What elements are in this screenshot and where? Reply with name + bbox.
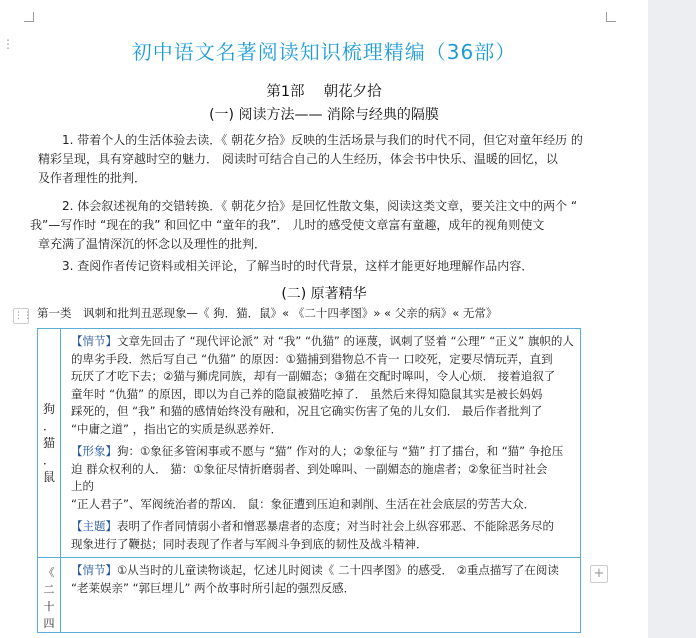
name-char: ．	[42, 452, 55, 467]
plot-tag: 【情节】	[71, 334, 117, 348]
paragraph-line: 我”—写作时 “现在的我” 和回忆中 “童年的我”． 儿时的感受使文章富有童趣，成年的视角则使文	[30, 218, 545, 232]
table-row	[38, 329, 581, 558]
excerpt-table	[37, 328, 581, 633]
paragraph-1	[38, 131, 618, 188]
plot-line: 的卑劣手段．然后写自己 “仇猫” 的原因：①猫捕到猎物总不肯一 口咬死，定要尽情玩弄，直到	[71, 351, 553, 366]
name-char: 二	[43, 583, 55, 596]
paragraph-line: 2. 体会叙述视角的交错转换．《 朝花夕拾》是回忆性散文集，阅读这类文章，要关注文中的两个 “	[62, 199, 578, 213]
image-line: 狗：①象征多管闲事或不愿与 “猫” 作对的人；②象征与 “猫” 打了擂台，和 “猫” 争抢压	[117, 444, 564, 458]
document-title: 初中语文名著阅读知识梳理精编（36部）	[131, 40, 517, 64]
paragraph-3	[38, 257, 618, 276]
work-name-cell	[38, 558, 61, 633]
name-char: 鼠	[42, 469, 55, 484]
paragraph-line: 精彩呈现，具有穿越时空的魅力． 阅读时可结合自己的人生经历，体会书中快乐、温暖的回忆，以	[38, 152, 558, 166]
page-corner-mark-top-right	[606, 12, 616, 22]
name-char: 十	[43, 600, 55, 613]
image-line: 上的	[71, 479, 94, 493]
name-char: ．	[42, 418, 55, 433]
image-tag: 【形象】	[71, 444, 117, 458]
plot-tag: 【情节】	[71, 563, 117, 577]
paragraph-line: 及作者理性的批判．	[38, 171, 147, 185]
paragraph-line: 1. 带着个人的生活体验去读．《 朝花夕拾》反映的生活场景与我们的时代不同，但它对童年经历 的	[62, 133, 583, 147]
name-char: 狗	[42, 401, 55, 416]
work-name-cell	[38, 329, 61, 558]
category-line: 第一类 讽刺和批判丑恶现象—《 狗．猫．鼠》« 《二十四孝图》» « 父亲的病》« 无常》	[37, 306, 498, 320]
plot-line: “中庸之道” ，指出它的实质是纵恶养奸．	[71, 421, 283, 436]
drag-handle-icon[interactable]: ⋮	[2, 37, 14, 51]
table-row	[38, 558, 581, 633]
theme-line: 现象进行了鞭挞；同时表现了作者与军阀斗争到底的韧性及战斗精神．	[71, 536, 428, 551]
name-char: 四	[43, 617, 55, 630]
plot-line: 玩厌了才吃下去；②猫与狮虎同族，却有一副媚态；③猫在交配时嗥叫，令人心烦． 接着追叙了	[71, 369, 556, 383]
paragraph-line: 章充满了温情深沉的怀念以及理性的批判．	[38, 237, 267, 251]
chapter-heading: 第1部 朝花夕拾	[266, 84, 382, 100]
image-line: 迫 群众权利的人． 猫：①象征尽情折磨弱者、到处嗥叫、一副媚态的施虐者；②象征当时社会	[71, 461, 548, 476]
image-line: “正人君子”、军阀统治者的帮凶． 鼠：象征遭到压迫和剥削、生活在社会底层的劳苦大众．	[71, 496, 536, 511]
image-block	[71, 443, 574, 513]
plot-line: ①从当时的儿童读物谈起，忆述儿时阅读《 二十四孝图》的感受． ②重点描写了在阅读	[117, 563, 559, 577]
paragraph-2	[30, 197, 618, 254]
plot-line: 文章先回击了 “现代评论派” 对 “我” “仇猫” 的诬蔑，讽刺了竖着 “公理” “正义” 旗帜的人	[117, 334, 574, 348]
add-row-button[interactable]: +	[590, 565, 608, 583]
theme-tag: 【主题】	[71, 519, 117, 533]
theme-block	[71, 518, 574, 553]
plot-line: 童年时 “仇猫” 的原因，即以为自己养的隐鼠被猫吃掉了． 虽然后来得知隐鼠其实是被长妈妈	[71, 386, 543, 401]
name-char: 《	[43, 566, 55, 579]
section-heading-reading-method: (一) 阅读方法—— 消除与经典的隔膜	[209, 107, 439, 123]
plot-block	[71, 562, 574, 597]
name-char: 猫	[42, 435, 55, 450]
right-sidebar	[648, 0, 696, 638]
page-corner-mark-top-left	[24, 12, 34, 22]
paragraph-line: 3. 查阅作者传记资料或相关评论，了解当时的时代背景，这样才能更好地理解作品内容．	[62, 259, 534, 273]
plot-block	[71, 333, 574, 438]
plot-line: “老莱娱亲” “郭巨埋儿” 两个故事时所引起的强烈反感．	[71, 580, 356, 595]
section-heading-excerpts: (二) 原著精华	[281, 286, 367, 302]
table-move-handle-icon[interactable]: ⋮⋮	[13, 308, 29, 324]
work-content-cell	[61, 558, 581, 633]
theme-line: 表明了作者同情弱小者和憎恶暴虐者的态度；对当时社会上纵容邪恶、不能除恶务尽的	[117, 519, 554, 533]
work-content-cell	[61, 329, 581, 558]
plot-line: 踩死的，但 “我” 和猫的感情始终没有融和，况且它确实伤害了兔的儿女们． 最后作者批判了	[71, 404, 543, 418]
